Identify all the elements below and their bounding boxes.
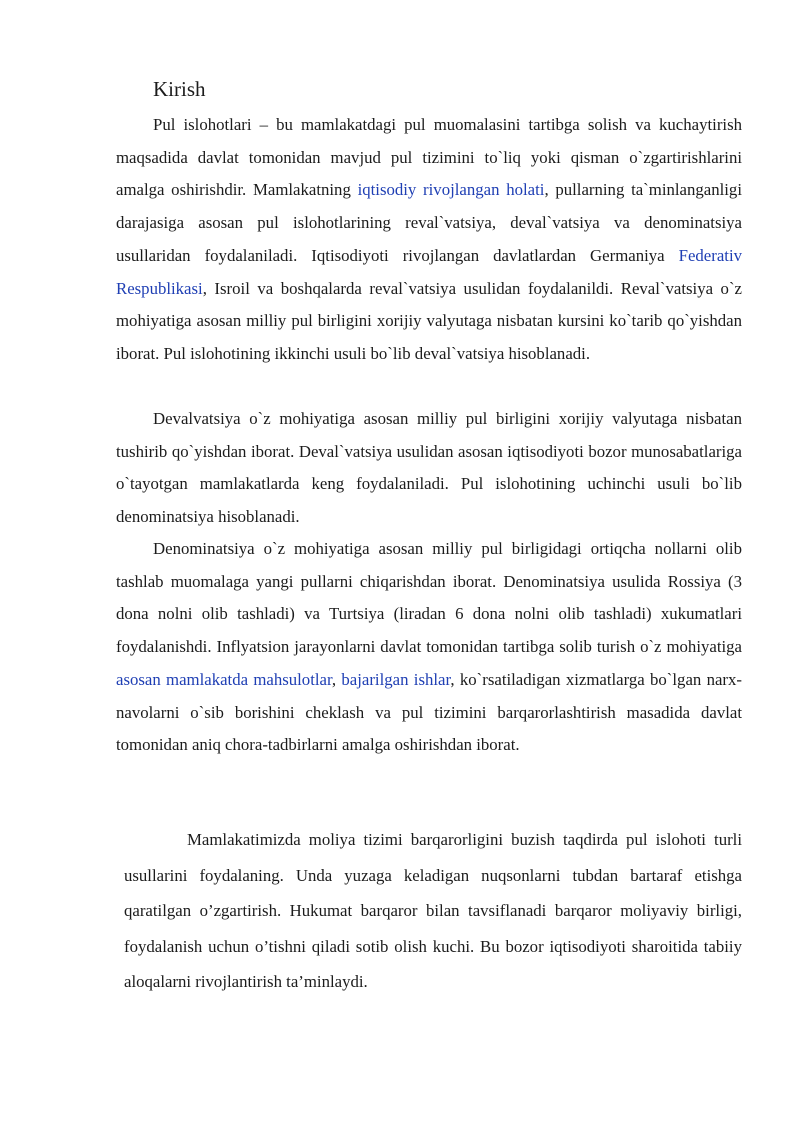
link-federativ-respublikasi[interactable]: Federativ Respublikasi	[116, 245, 742, 298]
link-separator: ,	[331, 669, 342, 689]
paragraph-text: Pul islohotlari – bu mamlakatdagi pul muomalasini tartibga solish va kuchaytirish maqsadida davlat tomonidan mavjud pul tizimini to`liq yoki qisman o`zgartirishlarini amalga oshirishdir. Mamlakatning	[116, 115, 742, 200]
paragraph-devalvatsiya	[116, 403, 742, 534]
paragraph-denominatsiya	[116, 533, 742, 762]
link-iqtisodiy-rivojlangan-holati[interactable]: iqtisodiy rivojlangan holati	[357, 180, 545, 200]
link-asosan-mamlakatda-mahsulotlar[interactable]: asosan mamlakatda mahsulotlar	[116, 669, 332, 689]
paragraph-text: , ko`rsatiladigan xizmatlarga bo`lgan narx-navolarni o`sib borishini cheklash va pul tizimini barqarorlashtirish masadida davlat tomonidan aniq chora-tadbirlarni amalga oshirishdan iborat.	[116, 669, 742, 755]
paragraph-text: , Isroil va boshqalarda reval`vatsiya usulidan foydalanildi. Reval`vatsiya o`z mohiyatiga asosan milliy pul birligini xorijiy valyutaga nisbatan kursini ko`tarib qo`yishdan iborat. Pul islohotining ikkinchi usuli bo`lib deval`vatsiya hisoblanadi.	[116, 278, 742, 363]
paragraph-text: Mamlakatimizda moliya tizimi barqarorligini buzish taqdirda pul islohoti turli usullarini foydalaning. Unda yuzaga keladigan nuqsonlarni tubdan bartaraf etishga qaratilgan o’zgartirish. Hukumat barqaror bilan tavsiflanadi barqaror moliyaviy birligi, foydalanish uchun o’tishni qiladi sotib olish kuchi. Bu bozor iqtisodiyoti sharoitida tabiiy aloqalarni rivojlantirish ta’minlaydi.	[124, 830, 742, 991]
link-bajarilgan-ishlar[interactable]: bajarilgan ishlar	[341, 669, 451, 689]
paragraph-intro	[116, 109, 742, 371]
section-heading: Kirish	[153, 77, 206, 101]
paragraph-text: Devalvatsiya o`z mohiyatiga asosan milliy pul birligini xorijiy valyutaga nisbatan tushirib qo`yishdan iborat. Deval`vatsiya usulidan asosan iqtisodiyoti bozor munosabatlariga o`tayotgan mamlakatlarda keng foydalaniladi. Pul islohotining uchinchi usuli bo`lib denominatsiya hisoblanadi.	[116, 409, 742, 527]
paragraph-text: Denominatsiya o`z mohiyatiga asosan milliy pul birligidagi ortiqcha nollarni olib tashlab muomalaga yangi pullarni chiqarishdan iborat. Denominatsiya usulida Rossiya (3 dona nolni olib tashladi) va Turtsiya (liradan 6 dona nolni olib tashladi) xukumatlari foydalanishdi. Inflyatsion jarayonlarni davlat tomonidan tartibga solib turish o`z mohiyatiga	[116, 539, 742, 657]
paragraph-text: , pullarning ta`minlanganligi darajasiga asosan pul islohotlarining reval`vatsiya, deval`vatsiya va denominatsiya usullaridan foydalaniladi. Iqtisodiyoti rivojlangan davlatlardan Germaniya	[116, 180, 742, 265]
paragraph-conclusion	[124, 822, 742, 1000]
